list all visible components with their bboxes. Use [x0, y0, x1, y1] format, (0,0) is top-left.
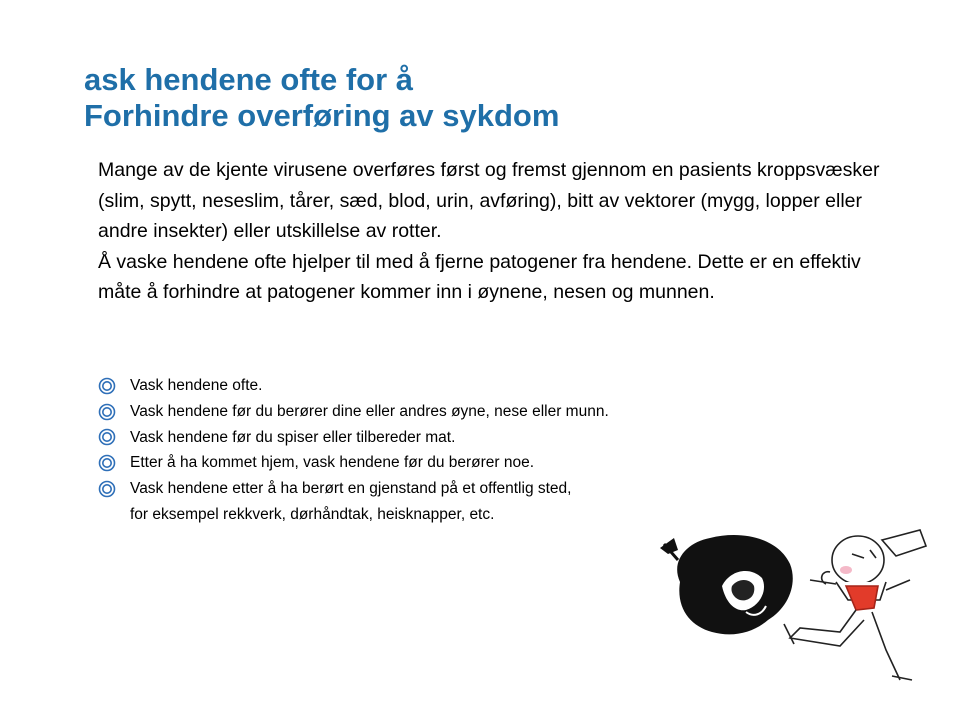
list-item — [98, 399, 858, 425]
bullet-list — [98, 373, 858, 528]
kid-kicking-germ-illustration — [650, 520, 950, 700]
list-item — [98, 373, 858, 399]
list-item — [98, 425, 858, 451]
bullet-text: Vask hendene før du berører dine eller andres øyne, nese eller munn. — [130, 402, 609, 420]
title-line-2: Forhindre overføring av sykdom — [84, 98, 560, 133]
double-circle-bullet-icon — [98, 480, 116, 498]
body-paragraph: Mange av de kjente virusene overføres først og fremst gjennom en pasients kroppsvæsker (slim, spytt, neseslim, tårer, sæd, blod, urin, avføring), bitt av vektorer (mygg, lopper eller andre insekter) eller utskillelse av rotter. — [98, 159, 880, 242]
bullet-text: Etter å ha kommet hjem, vask hendene før du berører noe. — [130, 454, 535, 472]
title-line-1: ask hendene ofte for å — [84, 62, 414, 97]
bullet-text: Vask hendene ofte. — [130, 377, 263, 394]
kid-figure-icon — [784, 530, 926, 680]
bullet-continuation: for eksempel rekkverk, dørhåndtak, heisknapper, etc. — [130, 505, 495, 523]
bullet-text: Vask hendene etter å ha berørt en gjenstand på et offentlig sted, — [130, 480, 572, 498]
double-circle-bullet-icon — [98, 403, 116, 421]
double-circle-bullet-icon — [98, 377, 116, 395]
body-text — [98, 155, 888, 308]
double-circle-bullet-icon — [98, 454, 116, 472]
slide-title — [84, 62, 924, 134]
list-item — [98, 476, 858, 502]
double-circle-bullet-icon — [98, 428, 116, 446]
germ-blob-icon — [660, 535, 793, 634]
body-paragraph: Å vaske hendene ofte hjelper til med å fjerne patogener fra hendene. Dette er en effektiv måte å forhindre at patogener kommer inn i øynene, nesen og munnen. — [98, 250, 861, 303]
bullet-text: Vask hendene før du spiser eller tilbereder mat. — [130, 428, 456, 446]
list-item — [98, 450, 858, 476]
